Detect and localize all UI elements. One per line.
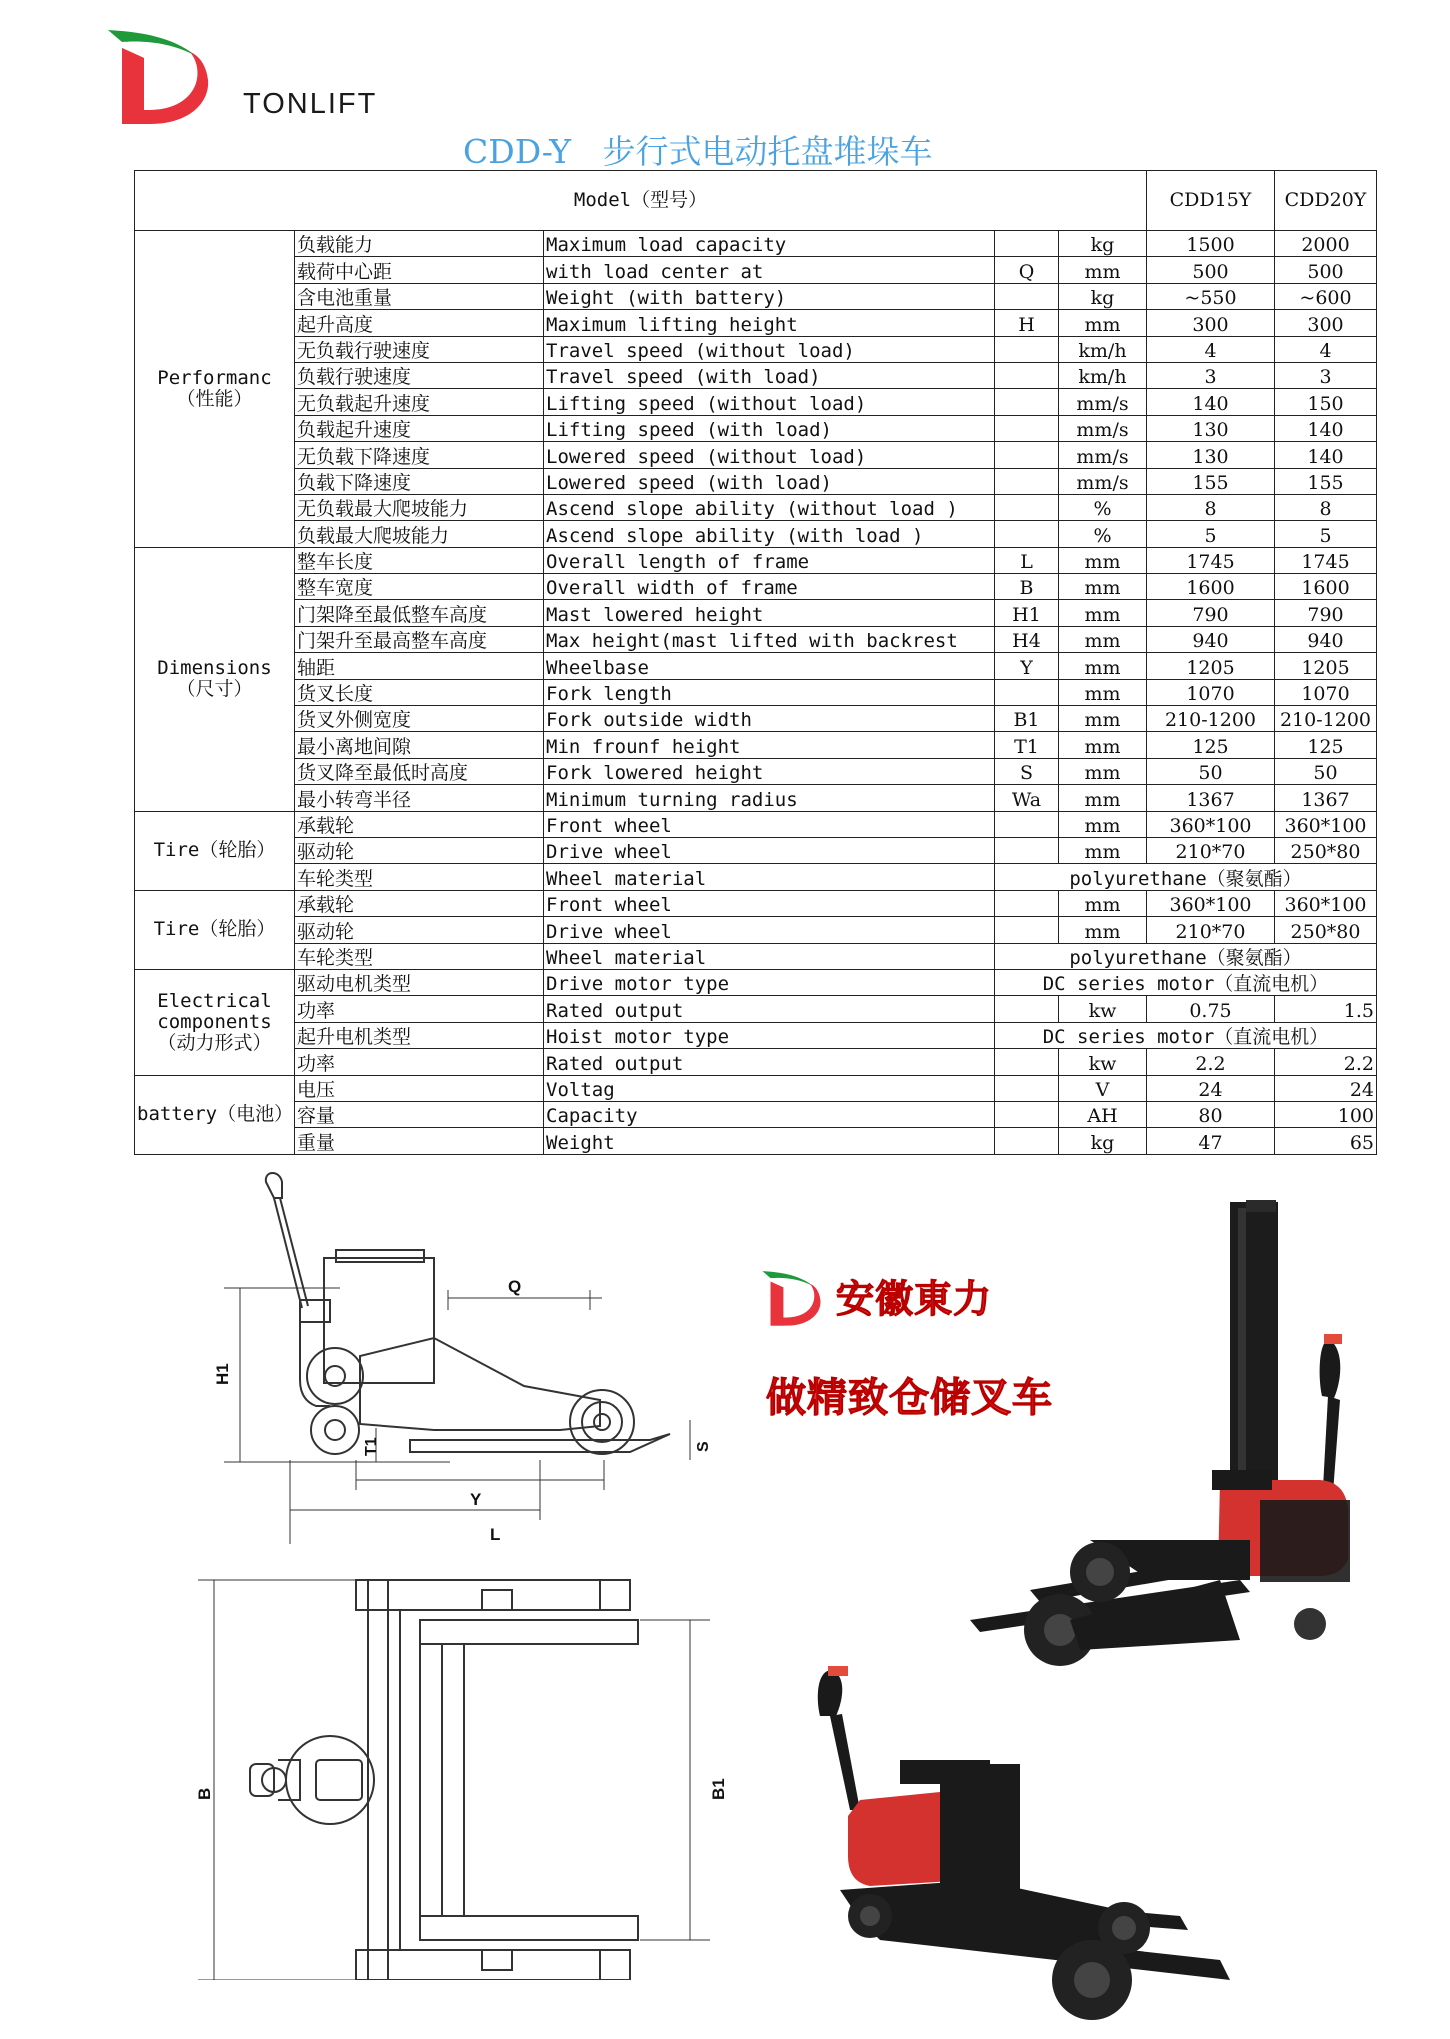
row-unit: km/h (1059, 336, 1147, 362)
row-value-cdd15y: 1745 (1147, 547, 1275, 573)
group-label-line: （性能） (176, 387, 253, 410)
row-value-cdd20y: 300 (1275, 310, 1377, 336)
row-unit: mm (1059, 837, 1147, 863)
row-value-cdd20y: 250*80 (1275, 917, 1377, 943)
row-value-cdd15y: 5 (1147, 521, 1275, 547)
row-label-cn: 含电池重量 (295, 283, 544, 309)
row-value-cdd15y: 80 (1147, 1101, 1275, 1127)
row-label-en: Wheel material (544, 943, 995, 969)
tonlift-logo (104, 28, 214, 128)
row-value-cdd15y: 4 (1147, 336, 1275, 362)
row-symbol (995, 415, 1059, 441)
group-label-line: Electrical (157, 989, 272, 1012)
row-label-en: with load center at (544, 257, 995, 283)
row-value-cdd15y: 8 (1147, 494, 1275, 520)
group-label-tire2: Tire（轮胎） (135, 890, 295, 969)
row-label-cn: 功率 (295, 1049, 544, 1075)
row-unit: mm (1059, 917, 1147, 943)
row-value-cdd20y: 250*80 (1275, 837, 1377, 863)
row-label-cn: 负载下降速度 (295, 468, 544, 494)
model-label: Model（型号） (135, 171, 1147, 231)
row-label-cn: 承载轮 (295, 890, 544, 916)
row-value-cdd20y: 360*100 (1275, 890, 1377, 916)
row-label-cn: 门架降至最低整车高度 (295, 600, 544, 626)
row-label-cn: 门架升至最高整车高度 (295, 626, 544, 652)
row-label-en: Wheelbase (544, 653, 995, 679)
table-row (135, 679, 1377, 705)
row-unit: mm (1059, 679, 1147, 705)
page-title: CDD-Y 步行式电动托盘堆垛车 (463, 132, 933, 171)
row-value-cdd15y: 2.2 (1147, 1049, 1275, 1075)
row-unit: mm/s (1059, 442, 1147, 468)
row-label-en: Lifting speed (without load) (544, 389, 995, 415)
row-value-cdd15y: 360*100 (1147, 811, 1275, 837)
label-q: Q (508, 1277, 522, 1296)
row-value-cdd20y: 1.5 (1275, 996, 1377, 1022)
table-row (135, 521, 1377, 547)
row-value-cdd20y: 125 (1275, 732, 1377, 758)
table-row (135, 257, 1377, 283)
row-label-cn: 无负载行驶速度 (295, 336, 544, 362)
row-unit: mm (1059, 653, 1147, 679)
row-unit: mm/s (1059, 468, 1147, 494)
group-label-line: Dimensions (157, 657, 272, 680)
row-value-cdd20y: 150 (1275, 389, 1377, 415)
row-value-cdd15y: 50 (1147, 758, 1275, 784)
table-row (135, 864, 1377, 890)
row-value-cdd20y: 500 (1275, 257, 1377, 283)
row-value-cdd20y: 2000 (1275, 231, 1377, 257)
row-label-cn: 货叉长度 (295, 679, 544, 705)
row-label-en: Rated output (544, 1049, 995, 1075)
row-label-cn: 负载能力 (295, 231, 544, 257)
label-b1: B1 (709, 1778, 728, 1800)
promo-brand-cn: 安徽東力 (836, 1277, 993, 1321)
row-unit: AH (1059, 1101, 1147, 1127)
row-symbol (995, 1049, 1059, 1075)
brand-name: TONLIFT (243, 88, 378, 120)
row-value-cdd15y: 155 (1147, 468, 1275, 494)
table-row (135, 1022, 1377, 1048)
row-unit: kg (1059, 231, 1147, 257)
stacker-photo-front (950, 1200, 1370, 1700)
row-label-cn: 货叉降至最低时高度 (295, 758, 544, 784)
row-label-en: Ascend slope ability (with load ) (544, 521, 995, 547)
row-label-cn: 起升电机类型 (295, 1022, 544, 1048)
row-label-en: Ascend slope ability (without load ) (544, 494, 995, 520)
table-row (135, 1075, 1377, 1101)
table-row (135, 1101, 1377, 1127)
row-symbol: Y (995, 653, 1059, 679)
row-label-cn: 驱动电机类型 (295, 969, 544, 995)
row-value-cdd15y: 130 (1147, 415, 1275, 441)
row-label-cn: 载荷中心距 (295, 257, 544, 283)
row-symbol (995, 283, 1059, 309)
row-label-cn: 容量 (295, 1101, 544, 1127)
row-unit: mm (1059, 706, 1147, 732)
row-label-cn: 车轮类型 (295, 943, 544, 969)
row-unit: mm (1059, 732, 1147, 758)
table-row (135, 310, 1377, 336)
row-unit: kw (1059, 1049, 1147, 1075)
row-value-cdd20y: 140 (1275, 442, 1377, 468)
row-unit: % (1059, 521, 1147, 547)
row-label-en: Overall length of frame (544, 547, 995, 573)
group-label-line: Performanc (157, 366, 272, 389)
table-row (135, 600, 1377, 626)
table-row (135, 1049, 1377, 1075)
row-unit: mm (1059, 626, 1147, 652)
row-label-cn: 功率 (295, 996, 544, 1022)
row-symbol: Wa (995, 785, 1059, 811)
label-l: L (490, 1525, 501, 1544)
row-value-cdd20y: 3 (1275, 362, 1377, 388)
row-unit: % (1059, 494, 1147, 520)
row-value-cdd15y: 1070 (1147, 679, 1275, 705)
row-symbol (995, 389, 1059, 415)
row-label-en: Fork length (544, 679, 995, 705)
row-value-cdd15y: 300 (1147, 310, 1275, 336)
row-value-cdd15y: ~550 (1147, 283, 1275, 309)
row-unit: mm (1059, 785, 1147, 811)
row-label-cn: 负载最大爬坡能力 (295, 521, 544, 547)
group-label-tire1: Tire（轮胎） (135, 811, 295, 890)
group-label-dimensions (135, 547, 295, 811)
group-label-performance (135, 231, 295, 548)
row-label-cn: 起升高度 (295, 310, 544, 336)
row-value-cdd15y: 1367 (1147, 785, 1275, 811)
row-label-en: Weight (with battery) (544, 283, 995, 309)
row-label-en: Wheel material (544, 864, 995, 890)
row-label-en: Min frounf height (544, 732, 995, 758)
row-symbol (995, 1128, 1059, 1154)
row-unit: mm (1059, 257, 1147, 283)
row-symbol (995, 917, 1059, 943)
row-value-cdd15y: 1600 (1147, 574, 1275, 600)
row-label-cn: 电压 (295, 1075, 544, 1101)
row-value-span: polyurethane（聚氨酯） (995, 864, 1377, 890)
row-unit: V (1059, 1075, 1147, 1101)
row-value-cdd15y: 1205 (1147, 653, 1275, 679)
row-unit: mm (1059, 547, 1147, 573)
table-row (135, 706, 1377, 732)
row-label-cn: 重量 (295, 1128, 544, 1154)
top-view-drawing (195, 1580, 728, 1980)
row-value-cdd15y: 1500 (1147, 231, 1275, 257)
row-label-cn: 最小离地间隙 (295, 732, 544, 758)
row-label-cn: 驱动轮 (295, 917, 544, 943)
table-row (135, 785, 1377, 811)
row-label-en: Hoist motor type (544, 1022, 995, 1048)
row-symbol: B1 (995, 706, 1059, 732)
row-value-cdd20y: 210-1200 (1275, 706, 1377, 732)
row-label-en: Rated output (544, 996, 995, 1022)
model-a: CDD15Y (1147, 171, 1275, 231)
table-row (135, 389, 1377, 415)
row-value-cdd15y: 47 (1147, 1128, 1275, 1154)
model-b: CDD20Y (1275, 171, 1377, 231)
row-label-en: Mast lowered height (544, 600, 995, 626)
row-value-cdd15y: 500 (1147, 257, 1275, 283)
row-value-cdd20y: 4 (1275, 336, 1377, 362)
row-unit: mm/s (1059, 389, 1147, 415)
row-value-cdd20y: 360*100 (1275, 811, 1377, 837)
row-symbol (995, 1101, 1059, 1127)
row-symbol (995, 336, 1059, 362)
row-value-cdd15y: 210-1200 (1147, 706, 1275, 732)
row-symbol (995, 442, 1059, 468)
side-view-drawing (213, 1173, 712, 1544)
row-label-cn: 承载轮 (295, 811, 544, 837)
row-unit: mm (1059, 811, 1147, 837)
row-value-cdd20y: 940 (1275, 626, 1377, 652)
row-value-cdd15y: 360*100 (1147, 890, 1275, 916)
row-symbol: B (995, 574, 1059, 600)
row-label-cn: 无负载下降速度 (295, 442, 544, 468)
row-symbol (995, 890, 1059, 916)
row-symbol (995, 468, 1059, 494)
row-value-span: DC series motor（直流电机） (995, 969, 1377, 995)
row-value-cdd20y: 100 (1275, 1101, 1377, 1127)
group-label-line: （动力形式） (157, 1031, 272, 1054)
row-symbol (995, 1075, 1059, 1101)
row-value-cdd15y: 940 (1147, 626, 1275, 652)
row-symbol: Q (995, 257, 1059, 283)
row-label-cn: 货叉外侧宽度 (295, 706, 544, 732)
table-row (135, 442, 1377, 468)
row-label-en: Travel speed (with load) (544, 362, 995, 388)
table-row (135, 653, 1377, 679)
table-row (135, 917, 1377, 943)
table-row (135, 626, 1377, 652)
row-value-cdd15y: 0.75 (1147, 996, 1275, 1022)
row-value-span: polyurethane（聚氨酯） (995, 943, 1377, 969)
row-label-cn: 负载起升速度 (295, 415, 544, 441)
row-value-cdd15y: 125 (1147, 732, 1275, 758)
row-value-cdd20y: 24 (1275, 1075, 1377, 1101)
label-b: B (195, 1787, 214, 1800)
row-label-cn: 整车长度 (295, 547, 544, 573)
row-label-en: Front wheel (544, 811, 995, 837)
row-symbol (995, 494, 1059, 520)
row-label-en: Voltag (544, 1075, 995, 1101)
row-label-en: Max height(mast lifted with backrest (544, 626, 995, 652)
row-label-en: Front wheel (544, 890, 995, 916)
row-value-cdd20y: 1205 (1275, 653, 1377, 679)
row-label-en: Drive motor type (544, 969, 995, 995)
row-value-cdd15y: 3 (1147, 362, 1275, 388)
row-label-en: Capacity (544, 1101, 995, 1127)
table-row (135, 758, 1377, 784)
table-row (135, 811, 1377, 837)
row-symbol (995, 521, 1059, 547)
row-label-cn: 驱动轮 (295, 837, 544, 863)
table-header-row (135, 171, 1377, 231)
row-unit: kw (1059, 996, 1147, 1022)
row-symbol (995, 362, 1059, 388)
row-label-en: Fork outside width (544, 706, 995, 732)
row-unit: kg (1059, 283, 1147, 309)
row-label-cn: 无负载起升速度 (295, 389, 544, 415)
table-row (135, 837, 1377, 863)
technical-drawing (190, 1160, 750, 1980)
table-row (135, 283, 1377, 309)
row-symbol (995, 811, 1059, 837)
table-row (135, 231, 1377, 257)
row-symbol: H4 (995, 626, 1059, 652)
row-label-en: Maximum load capacity (544, 231, 995, 257)
row-value-cdd20y: 1367 (1275, 785, 1377, 811)
row-label-en: Overall width of frame (544, 574, 995, 600)
group-label-electrical (135, 969, 295, 1075)
row-value-cdd15y: 210*70 (1147, 917, 1275, 943)
row-label-cn: 整车宽度 (295, 574, 544, 600)
label-h1: H1 (213, 1363, 232, 1385)
row-value-cdd15y: 130 (1147, 442, 1275, 468)
row-symbol: T1 (995, 732, 1059, 758)
group-label-battery: battery（电池） (135, 1075, 295, 1154)
label-s: S (695, 1441, 712, 1452)
row-label-en: Lowered speed (with load) (544, 468, 995, 494)
group-label-line: （尺寸） (176, 678, 253, 701)
table-row (135, 574, 1377, 600)
row-symbol (995, 231, 1059, 257)
table-row (135, 996, 1377, 1022)
row-unit: mm/s (1059, 415, 1147, 441)
row-symbol (995, 837, 1059, 863)
row-unit: mm (1059, 574, 1147, 600)
table-row (135, 732, 1377, 758)
row-symbol (995, 996, 1059, 1022)
spec-table (134, 170, 1377, 1155)
row-label-en: Drive wheel (544, 917, 995, 943)
row-value-cdd20y: ~600 (1275, 283, 1377, 309)
row-symbol: L (995, 547, 1059, 573)
table-row (135, 969, 1377, 995)
row-label-en: Drive wheel (544, 837, 995, 863)
row-unit: km/h (1059, 362, 1147, 388)
row-label-en: Fork lowered height (544, 758, 995, 784)
row-value-cdd15y: 790 (1147, 600, 1275, 626)
row-value-cdd20y: 5 (1275, 521, 1377, 547)
group-label-line: components (157, 1010, 272, 1033)
row-value-cdd20y: 1745 (1275, 547, 1377, 573)
row-symbol: S (995, 758, 1059, 784)
promo-slogan: 做精致仓储叉车 (766, 1375, 1053, 1421)
row-symbol: H1 (995, 600, 1059, 626)
row-value-cdd20y: 65 (1275, 1128, 1377, 1154)
row-value-cdd20y: 8 (1275, 494, 1377, 520)
row-unit: kg (1059, 1128, 1147, 1154)
table-row (135, 362, 1377, 388)
row-label-cn: 车轮类型 (295, 864, 544, 890)
row-value-cdd20y: 140 (1275, 415, 1377, 441)
row-symbol: H (995, 310, 1059, 336)
row-value-cdd20y: 1600 (1275, 574, 1377, 600)
table-row (135, 890, 1377, 916)
label-t1: T1 (363, 1437, 380, 1456)
row-label-en: Maximum lifting height (544, 310, 995, 336)
row-unit: mm (1059, 600, 1147, 626)
row-value-cdd20y: 155 (1275, 468, 1377, 494)
row-label-cn: 无负载最大爬坡能力 (295, 494, 544, 520)
table-row (135, 1128, 1377, 1154)
stacker-photo-side (800, 1660, 1260, 2039)
row-label-en: Lifting speed (with load) (544, 415, 995, 441)
row-value-cdd20y: 1070 (1275, 679, 1377, 705)
table-row (135, 336, 1377, 362)
row-label-en: Lowered speed (without load) (544, 442, 995, 468)
row-unit: mm (1059, 758, 1147, 784)
row-value-cdd15y: 24 (1147, 1075, 1275, 1101)
table-row (135, 415, 1377, 441)
table-row (135, 468, 1377, 494)
row-value-span: DC series motor（直流电机） (995, 1022, 1377, 1048)
row-label-cn: 负载行驶速度 (295, 362, 544, 388)
row-label-en: Minimum turning radius (544, 785, 995, 811)
row-label-cn: 最小转弯半径 (295, 785, 544, 811)
table-row (135, 943, 1377, 969)
table-row (135, 547, 1377, 573)
row-label-en: Weight (544, 1128, 995, 1154)
row-value-cdd20y: 50 (1275, 758, 1377, 784)
row-symbol (995, 679, 1059, 705)
promo-logo (760, 1270, 824, 1328)
row-unit: mm (1059, 310, 1147, 336)
row-value-cdd15y: 210*70 (1147, 837, 1275, 863)
table-row (135, 494, 1377, 520)
label-y: Y (470, 1490, 482, 1509)
row-value-cdd20y: 790 (1275, 600, 1377, 626)
row-label-cn: 轴距 (295, 653, 544, 679)
row-value-cdd15y: 140 (1147, 389, 1275, 415)
row-unit: mm (1059, 890, 1147, 916)
row-value-cdd20y: 2.2 (1275, 1049, 1377, 1075)
row-label-en: Travel speed (without load) (544, 336, 995, 362)
